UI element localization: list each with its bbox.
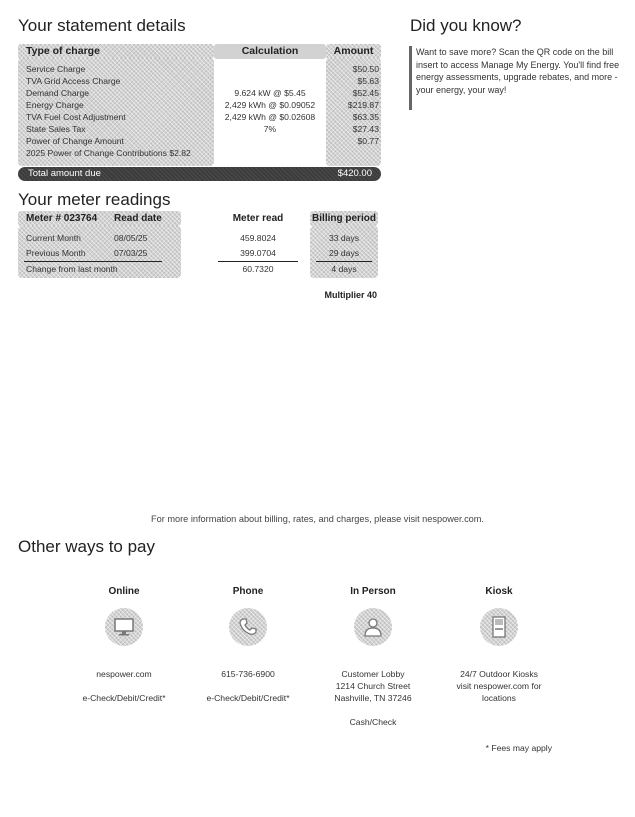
pay-option-in-person-line: Nashville, TN 37246 [334, 693, 412, 703]
charge-amount: $5.63 [357, 76, 379, 86]
header-calculation: Calculation [214, 44, 326, 59]
subtraction-line [218, 261, 298, 262]
person-icon [354, 608, 392, 646]
charge-label: TVA Grid Access Charge [26, 76, 121, 86]
multiplier: Multiplier 40 [324, 290, 377, 300]
charge-amount: $52.45 [352, 88, 379, 98]
meter-row-label: Change from last month [26, 264, 118, 274]
header-amount: Amount [326, 44, 381, 59]
subtraction-line [24, 261, 162, 262]
subtraction-line [316, 261, 372, 262]
charge-amount: $0.77 [357, 136, 379, 146]
charge-label: 2025 Power of Change Contributions $2.82 [26, 148, 191, 158]
meter-row-label: Current Month [26, 233, 81, 243]
charge-amount: $50.50 [352, 64, 379, 74]
did-you-know-title: Did you know? [410, 16, 522, 35]
charge-label: TVA Fuel Cost Adjustment [26, 112, 126, 122]
meter-row-read: 459.8024 [240, 233, 276, 243]
pay-option-online-line: e-Check/Debit/Credit* [82, 693, 166, 703]
charge-label: Power of Change Amount [26, 136, 124, 146]
charge-calculation: 7% [263, 124, 277, 134]
meter-row-read: 399.0704 [240, 248, 276, 258]
meter-row-period: 29 days [328, 248, 360, 258]
charge-amount: $63.35 [352, 112, 379, 122]
kiosk-icon [480, 608, 518, 646]
header-read-date: Read date [114, 213, 162, 224]
charge-label: Service Charge [26, 64, 86, 74]
pay-option-online-title: Online [108, 586, 140, 597]
header-type-label: Type of charge [26, 45, 100, 57]
meter-row-date: 07/03/25 [114, 248, 148, 258]
billing-info-line: For more information about billing, rates, and charges, please visit nespower.com. [151, 514, 484, 524]
meter-row-period: 4 days [331, 264, 357, 274]
did-you-know-text: Want to save more? Scan the QR code on the bill insert to access Manage My Energy. You'll find free energy assessments, upgrade rebates, and more - your energy, your way! [416, 47, 620, 95]
pay-option-in-person-line: Customer Lobby [341, 669, 405, 679]
charge-calculation: 2,429 kWh @ $0.02608 [224, 112, 316, 122]
pay-option-kiosk-line: visit nespower.com for [456, 681, 542, 691]
charge-calculation: 2,429 kWh @ $0.09052 [224, 100, 316, 110]
charge-label: Energy Charge [26, 100, 84, 110]
total-label: Total amount due [28, 168, 101, 179]
pay-option-phone-line: e-Check/Debit/Credit* [206, 693, 290, 703]
phone-icon [229, 608, 267, 646]
charge-amount: $219.87 [347, 100, 379, 110]
meter-row-label: Previous Month [26, 248, 86, 258]
total-amount: $420.00 [337, 168, 372, 179]
charge-label: Demand Charge [26, 88, 90, 98]
charge-label: State Sales Tax [26, 124, 86, 134]
monitor-icon [105, 608, 143, 646]
charge-amount: $27.43 [352, 124, 379, 134]
pay-option-phone-line: 615-736-6900 [221, 669, 275, 679]
header-meter-read: Meter read [232, 213, 284, 224]
charge-calculation: 9.624 kW @ $5.45 [234, 88, 306, 98]
pay-option-kiosk-line: locations [482, 693, 516, 703]
fees-note: * Fees may apply [485, 743, 552, 753]
pay-option-kiosk-line: 24/7 Outdoor Kiosks [460, 669, 538, 679]
meter-row-period: 33 days [328, 233, 360, 243]
pay-option-online-line: nespower.com [96, 669, 152, 679]
pay-option-in-person-title: In Person [350, 586, 396, 597]
did-you-know-accent-bar [409, 46, 412, 110]
meter-row-date: 08/05/25 [114, 233, 148, 243]
statement-title: Your statement details [18, 16, 186, 35]
header-meter-number: Meter # 023764 [26, 213, 98, 224]
header-billing-period: Billing period [310, 211, 378, 226]
other-ways-to-pay-title: Other ways to pay [18, 537, 156, 556]
pay-option-kiosk-title: Kiosk [485, 586, 513, 597]
meter-row-read: 60.7320 [242, 264, 274, 274]
total-amount-due-bar [18, 167, 381, 181]
meter-readings-title: Your meter readings [18, 190, 171, 209]
pay-option-in-person-line: 1214 Church Street [335, 681, 411, 691]
header-type-of-charge [18, 44, 214, 59]
pay-option-in-person-line: Cash/Check [349, 717, 397, 727]
pay-option-phone-title: Phone [232, 586, 264, 597]
